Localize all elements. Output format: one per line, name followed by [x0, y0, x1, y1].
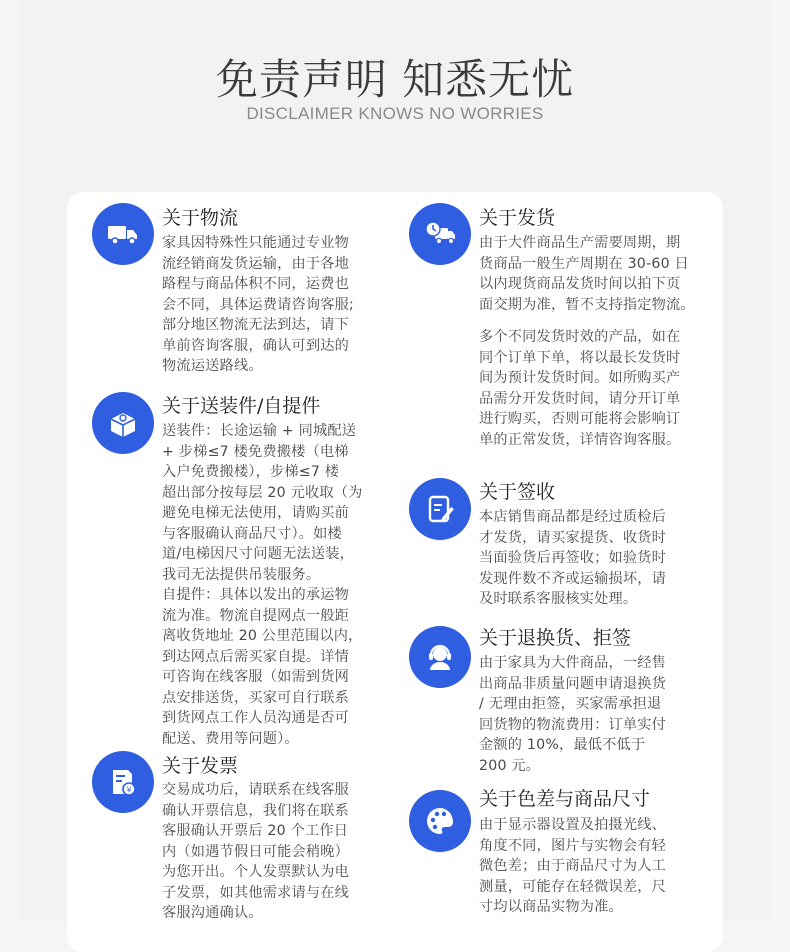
section-body: 本店销售商品都是经过质检后 才发货，请买家提货、收货时 当面验货后再签收；如验货时 发现件数不齐或运输损坏，请 及时联系客服核实处理。 [479, 509, 667, 607]
section-title: 关于物流 [162, 207, 239, 229]
section-title: 关于送装件/自提件 [162, 395, 321, 417]
section-title: 关于退换货、拒签 [479, 627, 632, 649]
palette-icon [409, 790, 471, 852]
section-body: 由于大件商品生产需要周期，期 货商品一般生产周期在 30-60 日 以内现货商品发货时间以拍下页 面交期为准，暂不支持指定物流。 多个不同发货时效的产品，如在 同个订单下单，将以最长发货时 间为预计发货时间。如所购买产 品需分开发货时间，请分开订单 进行购买，否则可能将会影响订 单的正常发货，详情咨询客服。 [479, 235, 695, 448]
headset-agent-icon [409, 626, 471, 688]
section-title: 关于发票 [162, 755, 239, 777]
delivery-truck-icon [92, 203, 154, 265]
page-title: 免责声明 知悉无忧 [215, 55, 575, 104]
section-body: 家具因特殊性只能通过专业物 流经销商发货运输，由于各地 路程与商品体积不同，运费也 会不同，具体运费请咨询客服; 部分地区物流无法到达，请下 单前咨询客服，确认可到达的 物流运送路线。 [162, 235, 355, 374]
section-title: 关于签收 [479, 481, 556, 503]
clock-truck-icon [409, 203, 471, 265]
invoice-yen-icon [92, 751, 154, 813]
package-box-icon [92, 392, 154, 454]
section-body: 由于显示器设置及拍摄光线、 角度不同，图片与实物会有轻 微色差；由于商品尺寸为人工 测量，可能存在轻微误差，尺 寸均以商品实物为准。 [479, 817, 667, 915]
section-body: 由于家具为大件商品，一经售 出商品非质量问题申请退换货 / 无理由拒签，买家需承担退 回货物的物流费用：订单实付 金额的 10%，最低不低于 200 元。 [479, 655, 667, 774]
section-title: 关于色差与商品尺寸 [479, 788, 651, 810]
section-body: 交易成功后，请联系在线客服 确认开票信息，我们将在联系 客服确认开票后 20 个工作日 内（如遇节假日可能会稍晚） 为您开出。个人发票默认为电 子发票，如其他需求请与在线 客服沟通确认。 [162, 782, 350, 921]
section-title: 关于发货 [479, 207, 556, 229]
page-subtitle: DISCLAIMER KNOWS NO WORRIES [246, 104, 544, 123]
svg-text:¥: ¥ [126, 785, 132, 795]
edit-document-icon [409, 478, 471, 540]
section-body: 送装件：长途运输 + 同城配送 + 步梯≤7 楼免费搬楼（电梯 入户免费搬楼），步梯≤7 楼 超出部分按每层 20 元收取（为 避免电梯无法使用，请购买前 与客服确认商品尺寸）。如楼 道/电梯因尺寸问题无法送装， 我司无法提供吊装服务。 自提件：具体以发出的承运物 流为准。物流自提网点一般距 离收货地址 20 公里范围以内， 到达网点后需买家自提。详情 可咨询在线客服（如需到货网 点安排送货，买家可自行联系 到货网点工作人员沟通是否可 配送、费用等问题）。 [162, 423, 363, 747]
